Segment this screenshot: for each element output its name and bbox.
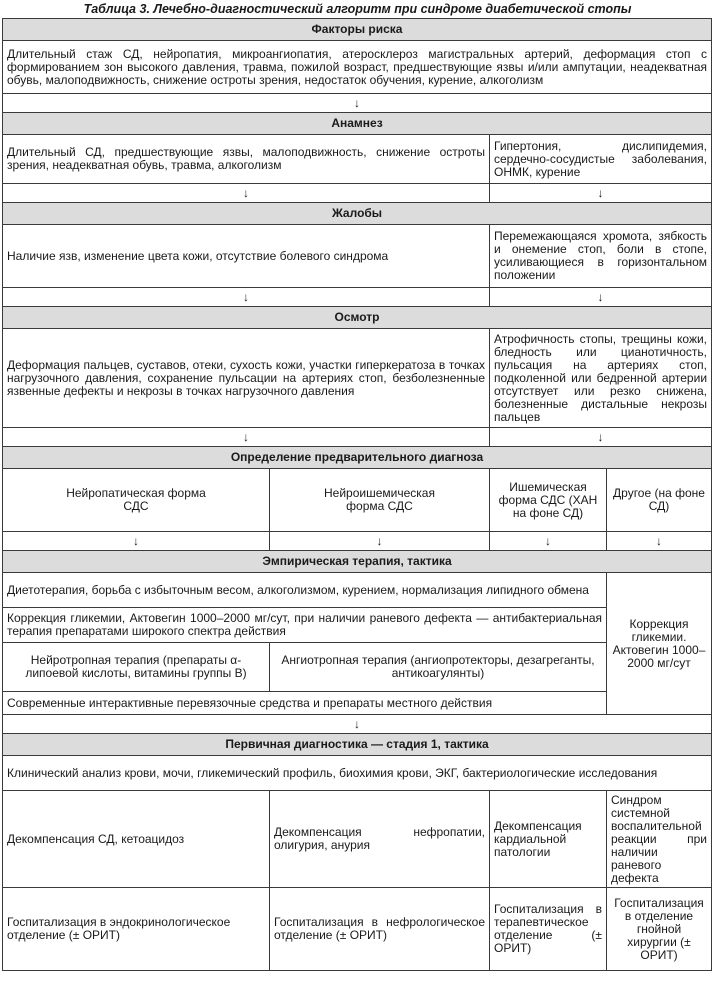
diagnosis-form-ischemic: Ишемическая форма СДС (ХАН на фоне СД) [490,469,607,532]
anamnesis-header: Анамнез [3,113,712,135]
flow-arrow: ↓ [490,428,712,447]
condition-cardiac: Декомпенсация кардиальной патологии [490,791,607,888]
diagnosis-form-neuroischemic: Нейроишемическая форма СДС [270,469,490,532]
complaints-right: Перемежающаяся хромота, зябкость и онемение стоп, боли в стопе, усиливающиеся в горизонтальном положении [490,225,712,288]
therapy-dressings: Современные интерактивные перевязочные средства и препараты местного действия [3,692,607,715]
flow-arrow: ↓ [3,715,712,734]
risk-factors-header: Факторы риска [3,19,712,41]
flow-arrow: ↓ [3,532,270,551]
complaints-left: Наличие язв, изменение цвета кожи, отсутствие болевого синдрома [3,225,490,288]
anamnesis-left: Длительный СД, предшествующие язвы, малоподвижность, снижение остроты зрения, неадекватная обувь, травма, алкоголизм [3,135,490,184]
condition-inflammation: Синдром системной воспалительной реакции при наличии раневого дефекта [607,791,712,888]
hospitalization-nephrology: Госпитализация в нефрологическое отделение (± ОРИТ) [270,888,490,971]
flow-arrow: ↓ [3,288,490,307]
primary-tests: Клинический анализ крови, мочи, гликемический профиль, биохимия крови, ЭКГ, бактериологические исследования [3,756,712,791]
risk-factors-text: Длительный стаж СД, нейропатия, микроангиопатия, атеросклероз магистральных артерий, деформация стоп с формированием зон высокого давления, травма, пожилой возраст, предшествующие язвы и/или ампутации, неадекватная обувь, малоподвижность, снижение остроты зрения, недостаток обучения, курение, алкоголизм [3,41,712,94]
therapy-header: Эмпирическая терапия, тактика [3,551,712,573]
hospitalization-surgery: Госпитализация в отделение гнойной хирургии (± ОРИТ) [607,888,712,971]
exam-left: Деформация пальцев, суставов, отеки, сухость кожи, участки гиперкератоза в точках нагрузочного давления, сохранение пульсации на артериях стоп, безболезненные язвенные дефекты и некрозы в точках нагрузочного давления [3,329,490,428]
algorithm-table [2,18,712,971]
diagnosis-form-other: Другое (на фоне СД) [607,469,712,532]
therapy-right: Коррекция гликемии. Актовегин 1000–2000 мг/сут [607,573,712,715]
anamnesis-right: Гипертония, дислипидемия, сердечно-сосудистые заболевания, ОНМК, курение [490,135,712,184]
flow-arrow: ↓ [270,532,490,551]
condition-nephropathy: Декомпенсация нефропатии, олигурия, анурия [270,791,490,888]
table-caption: Таблица 3. Лечебно-диагностический алгоритм при синдроме диабетической стопы [83,2,632,16]
complaints-header: Жалобы [3,203,712,225]
therapy-neurotropic: Нейротропная терапия (препараты α-липоевой кислоты, витамины группы B) [3,643,270,692]
hospitalization-therapy: Госпитализация в терапевтическое отделение (± ОРИТ) [490,888,607,971]
flow-arrow: ↓ [3,428,490,447]
diagnosis-form-neuropathic: Нейропатическая форма СДС [3,469,270,532]
exam-right: Атрофичность стопы, трещины кожи, бледность или цианотичность, пульсация на артериях стоп, подколенной или бедренной артерии отсутствует или резко снижена, болезненные дистальные некрозы пальцев [490,329,712,428]
condition-diabetes: Декомпенсация СД, кетоацидоз [3,791,270,888]
therapy-glycemia: Коррекция гликемии, Актовегин 1000–2000 мг/сут, при наличии раневого дефекта — антибактериальная терапия препаратами широкого спектра действия [3,608,607,643]
hospitalization-endocrinology: Госпитализация в эндокринологическое отделение (± ОРИТ) [3,888,270,971]
flow-arrow: ↓ [490,532,607,551]
flow-arrow: ↓ [607,532,712,551]
primary-header: Первичная диагностика — стадия 1, тактика [3,734,712,756]
therapy-diet: Диетотерапия, борьба с избыточным весом, алкоголизмом, курением, нормализация липидного обмена [3,573,607,608]
flow-arrow: ↓ [490,184,712,203]
flow-arrow: ↓ [3,94,712,113]
exam-header: Осмотр [3,307,712,329]
flow-arrow: ↓ [490,288,712,307]
diagnosis-header: Определение предварительного диагноза [3,447,712,469]
flow-arrow: ↓ [3,184,490,203]
therapy-angiotropic: Ангиотропная терапия (ангиопротекторы, дезагреганты, антикоагулянты) [270,643,607,692]
